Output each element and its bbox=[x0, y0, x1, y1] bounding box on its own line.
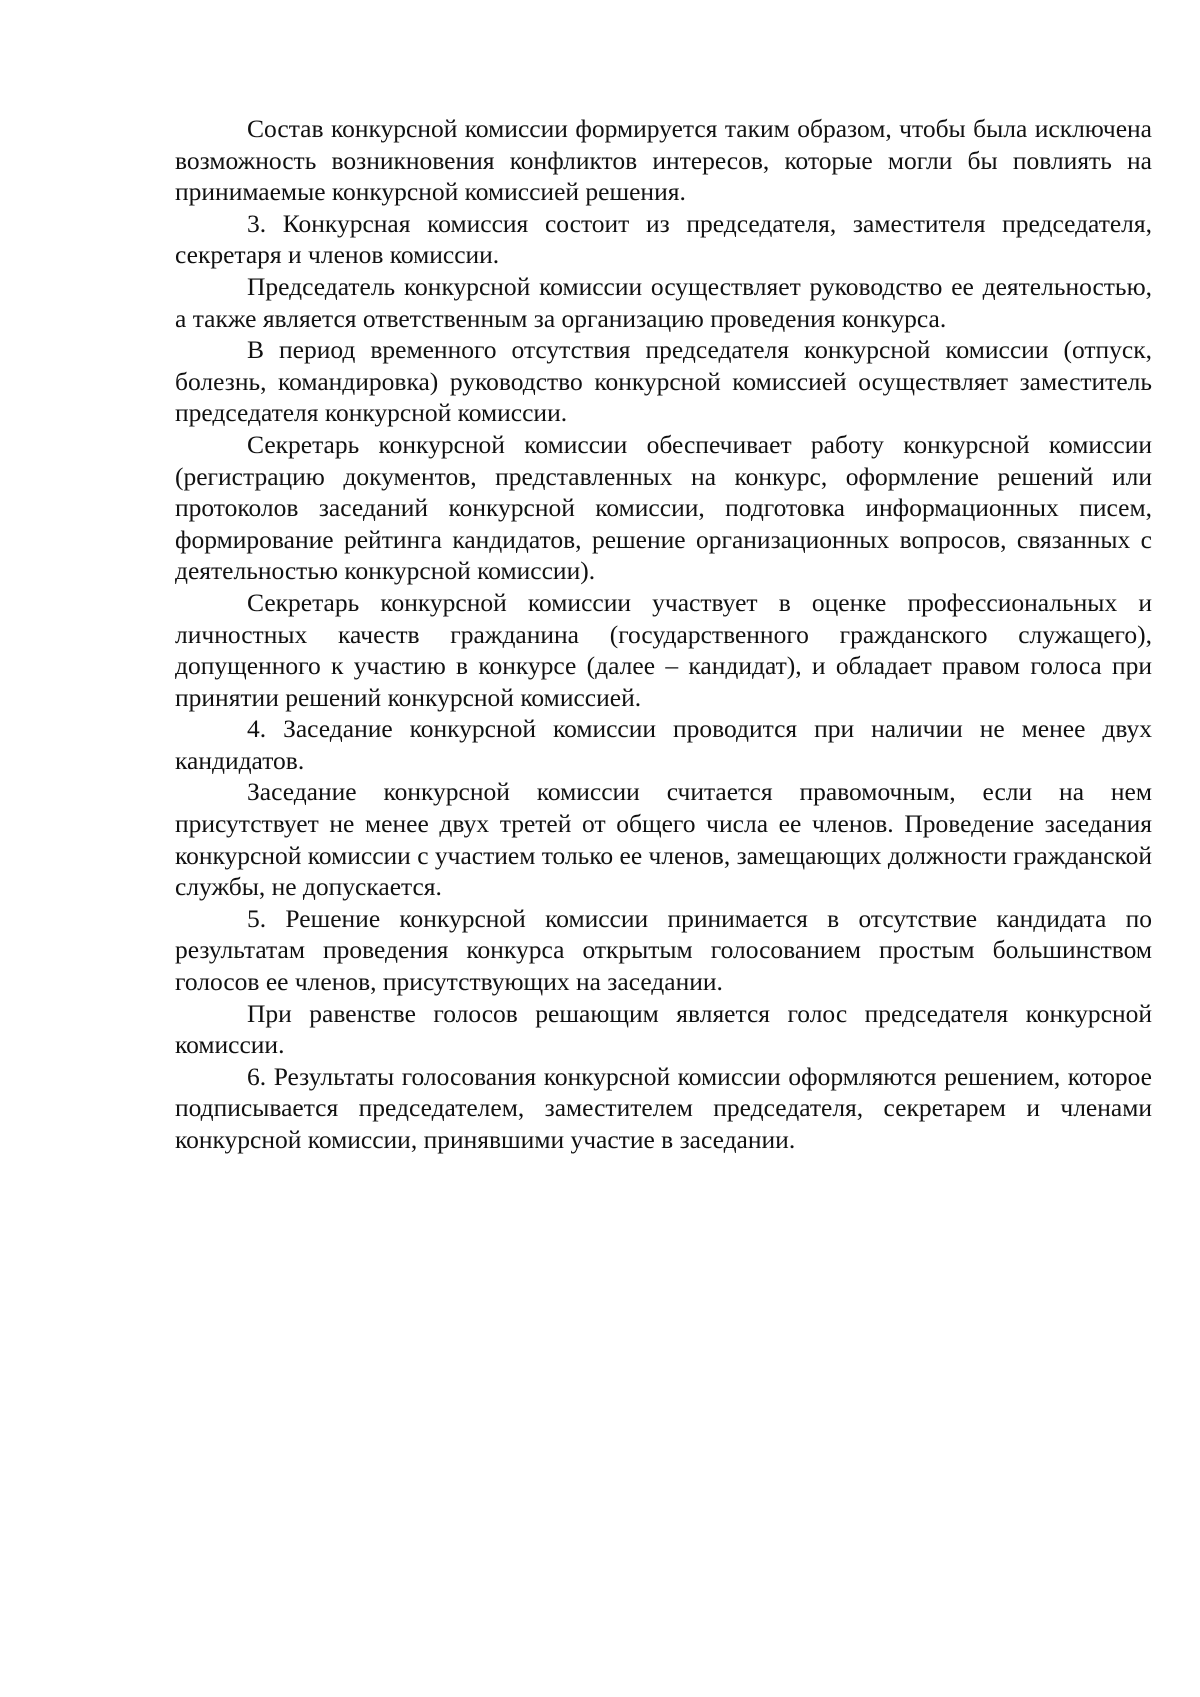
paragraph-item-4: 4. Заседание конкурсной комиссии проводится при наличии не менее двух кандидатов. bbox=[175, 714, 1152, 775]
paragraph-chairman-duties: Председатель конкурсной комиссии осуществляет руководство ее деятельностью, а также является ответственным за организацию проведения конкурса. bbox=[175, 271, 1152, 333]
paragraph-quorum: Заседание конкурсной комиссии считается правомочным, если на нем присутствует не менее двух третей от общего числа ее членов. Проведение заседания конкурсной комиссии с участием только ее членов, замещающих должности гражданской службы, не допускается. bbox=[175, 777, 1152, 902]
paragraph-item-3: 3. Конкурсная комиссия состоит из председателя, заместителя председателя, секретаря и членов комиссии. bbox=[175, 208, 1152, 270]
paragraph-item-6: 6. Результаты голосования конкурсной комиссии оформляются решением, которое подписывается председателем, заместителем председателя, секретарем и членами конкурсной комиссии, принявшими участие в заседании. bbox=[175, 1061, 1152, 1154]
paragraph-tie-vote: При равенстве голосов решающим является голос председателя конкурсной комиссии. bbox=[175, 998, 1152, 1060]
paragraph-commission-composition: Состав конкурсной комиссии формируется таким образом, чтобы была исключена возможность возникновения конфликтов интересов, которые могли бы повлиять на принимаемые конкурсной комиссией решения. bbox=[175, 114, 1152, 207]
paragraph-secretary-duties: Секретарь конкурсной комиссии обеспечивает работу конкурсной комиссии (регистрацию документов, представленных на конкурс, оформление решений или протоколов заседаний конкурсной комиссии, подготовка информационных писем, формирование рейтинга кандидатов, решение организационных вопросов, связанных с деятельностью конкурсной комиссии). bbox=[175, 429, 1152, 586]
paragraph-chairman-absence: В период временного отсутствия председателя конкурсной комиссии (отпуск, болезнь, командировка) руководство конкурсной комиссией осуществляет заместитель председателя конкурсной комиссии. bbox=[175, 335, 1152, 428]
paragraph-item-5: 5. Решение конкурсной комиссии принимается в отсутствие кандидата по результатам проведения конкурса открытым голосованием простым большинством голосов ее членов, присутствующих на заседании. bbox=[175, 903, 1152, 997]
document-body bbox=[175, 113, 1152, 1156]
paragraph-secretary-voting: Секретарь конкурсной комиссии участвует в оценке профессиональных и личностных качеств гражданина (государственного гражданского служащего), допущенного к участию в конкурсе (далее – кандидат), и обладает правом голоса при принятии решений конкурсной комиссией. bbox=[175, 587, 1152, 712]
